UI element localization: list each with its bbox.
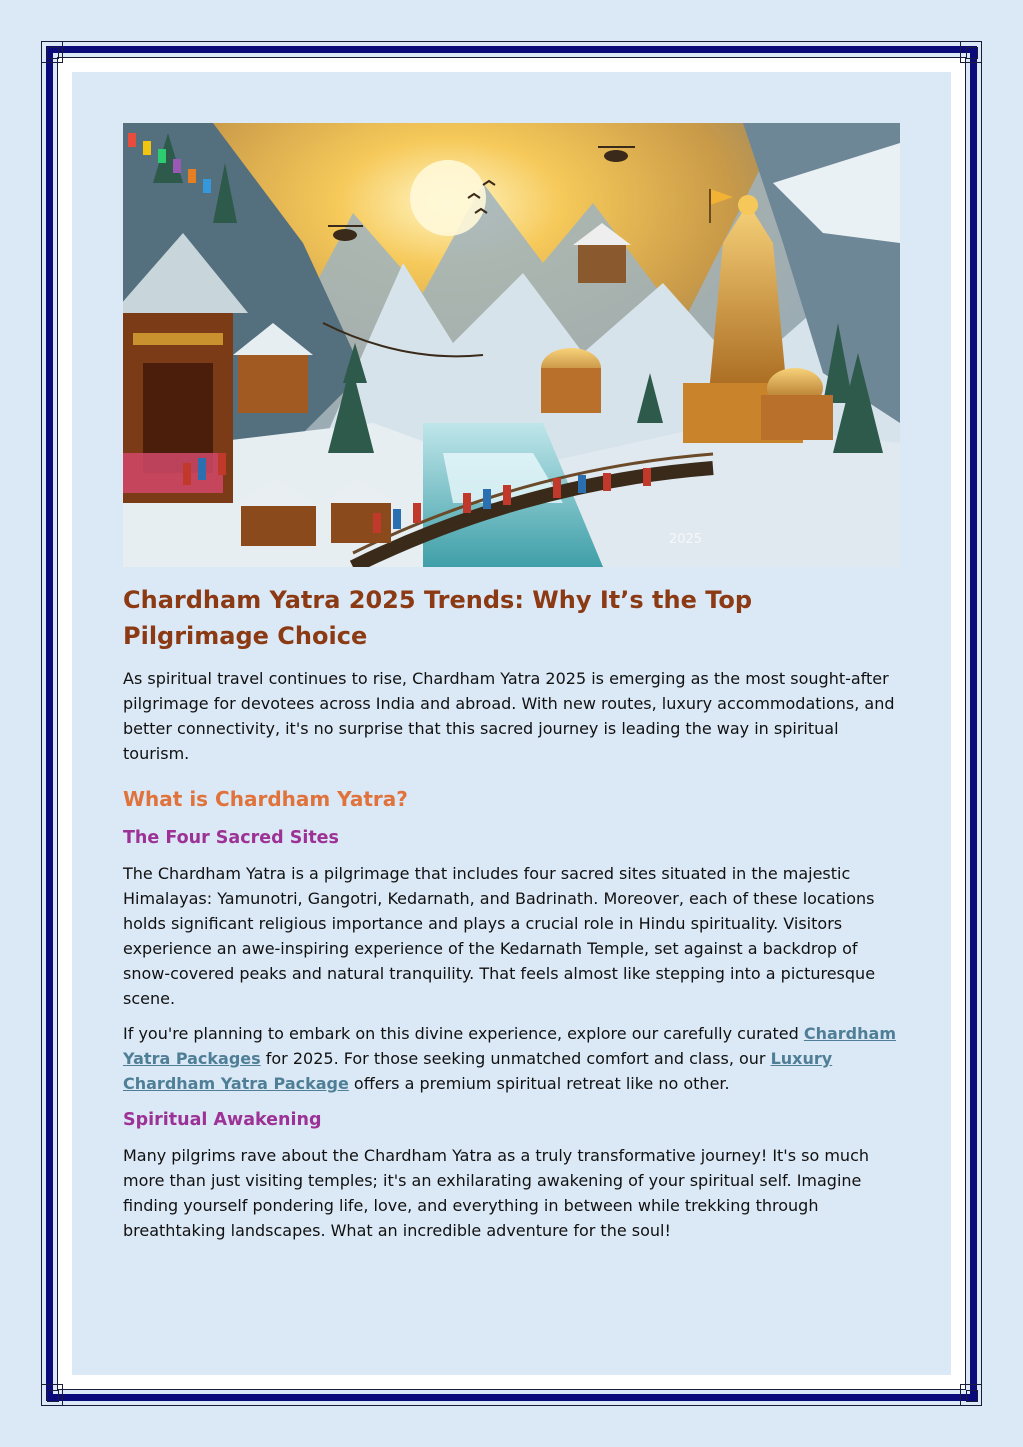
packages-paragraph xyxy=(123,1021,903,1096)
corner-ornament-top-right xyxy=(960,41,982,63)
subheading-spiritual-awakening: Spiritual Awakening xyxy=(123,1110,322,1130)
packages-text-middle: for 2025. For those seeking unmatched comfort and class, our xyxy=(260,1049,771,1068)
luxury-package-link[interactable]: Luxury Chardham Yatra Package xyxy=(123,1049,833,1093)
packages-text-before: If you're planning to embark on this divine experience, explore our carefully curated xyxy=(123,1024,804,1043)
corner-ornament-bottom-left xyxy=(41,1384,63,1406)
page-content xyxy=(72,72,951,1375)
spiritual-awakening-paragraph: Many pilgrims rave about the Chardham Yatra as a truly transformative journey! It's so much more than just visiting temples; it's an exhilarating awakening of your spiritual self. Imagine finding yourself pondering life, love, and everything in between while trekking through breathtaking landscapes. What an incredible adventure for the soul! xyxy=(123,1146,869,1240)
four-sites-paragraph: The Chardham Yatra is a pilgrimage that includes four sacred sites situated in the majestic Himalayas: Yamunotri, Gangotri, Kedarnath, and Badrinath. Moreover, each of these locations holds significant religious importance and plays a crucial role in Hindu spirituality. Visitors experience an awe-inspiring experience of the Kedarnath Temple, set against a backdrop of snow-covered peaks and natural tranquility. That feels almost like stepping into a picturesque scene. xyxy=(123,864,876,1008)
subheading-four-sites: The Four Sacred Sites xyxy=(123,828,339,848)
corner-ornament-top-left xyxy=(41,41,63,63)
article-body xyxy=(123,582,903,1243)
article-title: Chardham Yatra 2025 Trends: Why It’s the Top Pilgrimage Choice xyxy=(123,586,753,650)
hero-watermark: 2025 xyxy=(669,532,703,547)
chardham-packages-link[interactable]: Chardham Yatra Packages xyxy=(123,1024,896,1068)
hero-image xyxy=(123,123,900,567)
hero-illustration xyxy=(123,123,900,567)
intro-paragraph: As spiritual travel continues to rise, Chardham Yatra 2025 is emerging as the most sought-after pilgrimage for devotees across India and abroad. With new routes, luxury accommodations, and better connectivity, it's no surprise that this sacred journey is leading the way in spiritual tourism. xyxy=(123,669,895,763)
corner-ornament-bottom-right xyxy=(960,1384,982,1406)
section-heading-what-is: What is Chardham Yatra? xyxy=(123,787,408,811)
packages-text-after: offers a premium spiritual retreat like no other. xyxy=(348,1074,730,1093)
